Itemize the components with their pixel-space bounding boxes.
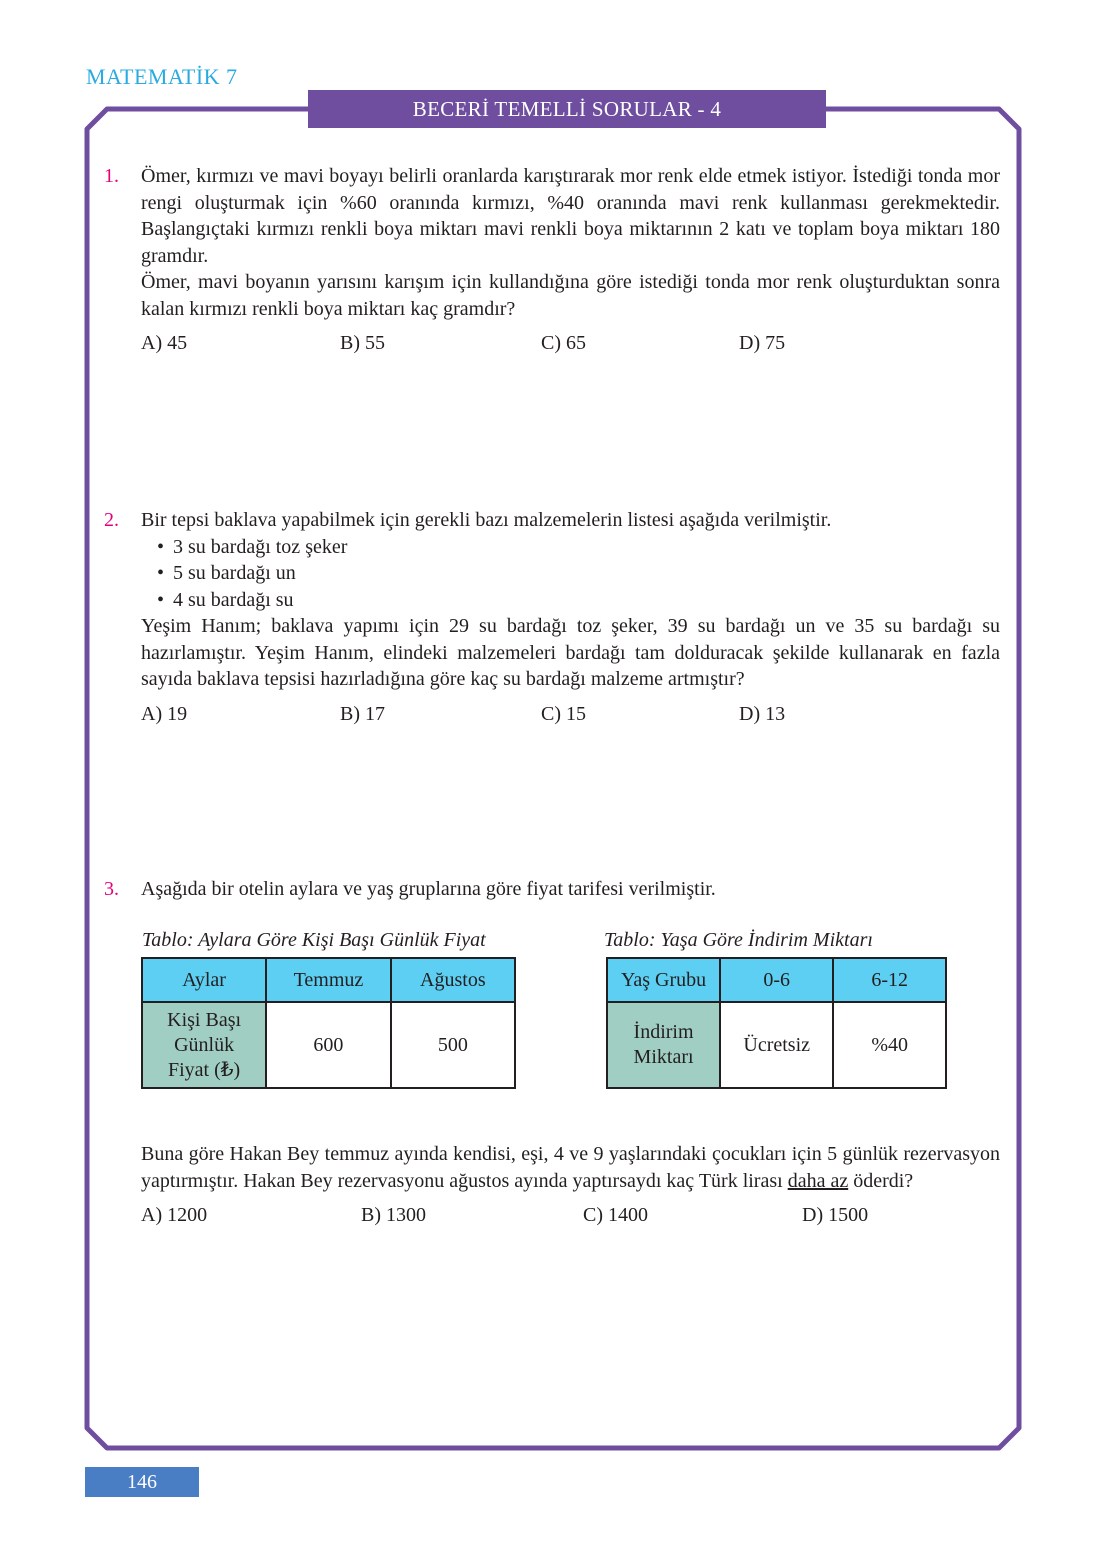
answer-options (141, 701, 1000, 727)
list-item: • 5 su bardağı un (157, 560, 1000, 587)
discount-table-caption: Tablo: Yaşa Göre İndirim Miktarı (604, 929, 873, 951)
bullet-icon: • (157, 562, 165, 584)
question-intro: Bir tepsi baklava yapabilmek için gerekli bazı malzemelerin listesi aşağıda verilmiştir. (141, 509, 832, 531)
bullet-icon: • (157, 535, 165, 558)
price-table (141, 957, 516, 1089)
table-header: Ağustos (391, 958, 515, 1002)
table-header: Aylar (142, 958, 266, 1002)
table-row-label: İndirim Miktarı (607, 1002, 720, 1088)
answer-options (141, 330, 1000, 356)
option-b[interactable]: B) 17 (340, 702, 385, 725)
option-d[interactable]: D) 75 (739, 332, 786, 354)
subject-title: MATEMATİK 7 (86, 64, 238, 89)
question-3-body (104, 1141, 1000, 1228)
question-1 (104, 163, 1000, 356)
table-cell: 600 (266, 1002, 390, 1088)
option-a[interactable]: A) 45 (141, 332, 188, 354)
section-title: BECERİ TEMELLİ SORULAR - 4 (412, 96, 722, 121)
table-header: 6-12 (833, 958, 946, 1002)
question-text: Yeşim Hanım; baklava yapımı için 29 su bardağı toz şeker, 39 su bardağı un ve 35 su bardağı su hazırlamıştır. Yeşim Hanım, elindeki malzemeleri bardağı tam dolduracak şekilde kullanarak en fazla sayıda baklava tepsisi hazırladığına göre kaç su bardağı malzeme artmıştır? (141, 615, 1000, 690)
option-c[interactable]: C) 65 (541, 332, 586, 354)
option-a[interactable]: A) 19 (141, 702, 188, 725)
section-title-bar (308, 90, 826, 128)
list-item: • 4 su bardağı su (157, 587, 1000, 614)
option-b[interactable]: B) 1300 (361, 1204, 426, 1226)
list-item: • 3 su bardağı toz şeker (157, 534, 1000, 561)
question-number: 1. (104, 165, 119, 187)
table-cell: Ücretsiz (720, 1002, 833, 1088)
option-c[interactable]: C) 1400 (583, 1204, 648, 1226)
emphasis-underline: daha az (787, 1169, 849, 1192)
option-b[interactable]: B) 55 (340, 332, 385, 354)
table-cell: 500 (391, 1002, 515, 1088)
question-number: 3. (104, 878, 119, 900)
page-number: 146 (85, 1467, 199, 1497)
table-header: 0-6 (720, 958, 833, 1002)
option-c[interactable]: C) 15 (541, 702, 586, 725)
question-text: Ömer, kırmızı ve mavi boyayı belirli oranlarda karıştırarak mor renk elde etmek istiyor. İstediği tonda mor rengi oluşturmak için %60 oranında kırmızı, %40 oranında mavi renk kullanması gerekmektedir. Başlangıçtaki kırmızı renkli boya miktarı mavi renkli boya miktarının 2 katı ve toplam boya miktarı 180 gramdır. (141, 165, 1000, 267)
question-prompt: Ömer, mavi boyanın yarısını karışım için kullandığına göre istediği tonda mor renk oluşturduktan sonra kalan kırmızı renkli boya miktarı kaç gramdır? (141, 271, 1000, 320)
option-d[interactable]: D) 1500 (802, 1204, 869, 1226)
question-text: Buna göre Hakan Bey temmuz ayında kendisi, eşi, 4 ve 9 yaşlarındaki çocukları için 5 günlük rezervasyon yaptırmıştır. Hakan Bey rezervasyonu ağustos ayında yaptırsaydı kaç Türk lirası daha az öderdi? (141, 1143, 1000, 1192)
question-3-header (104, 876, 1000, 903)
table-row-label: Kişi Başı Günlük Fiyat (₺) (142, 1002, 266, 1088)
bullet-icon: • (157, 588, 165, 611)
option-a[interactable]: A) 1200 (141, 1204, 208, 1226)
table-header: Temmuz (266, 958, 390, 1002)
ingredient-list (157, 534, 1000, 614)
option-d[interactable]: D) 13 (739, 702, 786, 725)
price-table-caption: Tablo: Aylara Göre Kişi Başı Günlük Fiyat (142, 929, 486, 951)
question-intro: Aşağıda bir otelin aylara ve yaş gruplarına göre fiyat tarifesi verilmiştir. (141, 878, 716, 900)
question-number: 2. (104, 509, 119, 531)
question-2 (104, 507, 1000, 727)
answer-options (141, 1202, 1000, 1228)
table-cell: %40 (833, 1002, 946, 1088)
table-header: Yaş Grubu (607, 958, 720, 1002)
discount-table (606, 957, 947, 1089)
